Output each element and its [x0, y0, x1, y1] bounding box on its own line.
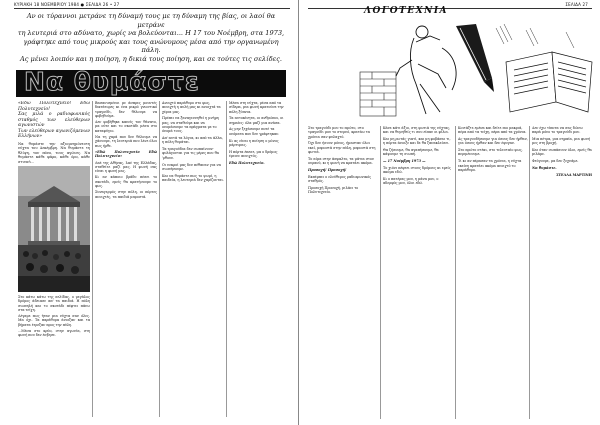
poem-stanza: Στο τραγούδι μου το πρώτο, στο τραγούδι μου το στερνό, κρατάω τα χρόνια σαν φυλαχτό.	[308, 126, 370, 139]
poem-stanza: Και όταν σωπάσουν όλοι, εμείς θα μιλάμε.	[532, 148, 592, 157]
poem-stanza: Μέσα στη νύχτα, μέσα από τα σίδερα, μια φωνή κρατούσε την πόλη ξύπνια.	[229, 101, 284, 114]
poem-stanza: Κοιτάξτε εμένα και δείτε πιο μακριά, πέρα από τα τείχη, πέρα από τα χρόνια.	[458, 126, 527, 135]
column-2	[95, 101, 157, 417]
poem-stanza: Κι ο πατέρας μου, η μάνα μου, ο αδερφός μου, όλοι εδώ.	[383, 177, 439, 186]
right-column-4	[532, 126, 592, 419]
column-divider	[92, 101, 93, 417]
poem-stanza: Οι νεκροί μας δεν πέθαναν για να σιωπήσουμε.	[162, 162, 221, 171]
headline-banner	[16, 70, 286, 97]
intro-paragraph	[16, 12, 286, 64]
folio-rule	[14, 8, 290, 9]
poem-closing-line: Εδώ Πολυτεχνείο.	[229, 160, 265, 165]
headline-line: Των ελεύθερων αγωνιζόμενων Ελλήνων»	[18, 128, 90, 139]
poem-heading: Προσοχή! Προσοχή!	[308, 167, 347, 172]
poem-stanza: Απ' αυτά τα λόγια, κι από τα άλλα, η πόλη θυμάται.	[162, 136, 223, 145]
column-paragraph: Συναγερμός στην πόλη, οι πόρτες ανοιχτές, τα παιδιά μπροστά.	[95, 190, 157, 199]
poem-closing-line: Να θυμάστε.	[532, 166, 557, 171]
poem-stanza: Στο πρώτο στέκι, στο τελευταίο φως, περιμένουμε.	[458, 148, 523, 157]
column-3	[162, 101, 224, 417]
banner-title: Να θυμάστε	[24, 70, 200, 96]
column-paragraph: Στο κάτω κάτω της σελίδας, ο μεγάλος δρόμος άδειασε απ' τα παιδιά. Η πόλη σιωπηλή και το σκοτάδι πέφτει πάνω στα τείχη.	[18, 295, 90, 312]
column-paragraph: Δεν φοβήθηκε κανείς τον θάνατο, μα ούτε και το σκοτάδι μέσα στο καταφύγιο.	[95, 120, 157, 133]
column-1-bottom	[18, 295, 90, 417]
poem-stanza: Η πόρτα έπεσε, μα ο δρόμος έμεινε ανοιχτός.	[229, 149, 278, 158]
column-paragraph: ...Μέσα στο κρύο, στην αγωνία, στη φωνή που δεν έσβησε.	[18, 329, 90, 338]
column-divider	[159, 101, 160, 417]
poem-stanza: Δεν έχω τίποτα να σας δώσω παρά μόνο το τραγούδι μου.	[532, 126, 583, 135]
column-text: Να θυμάστε την αξιομνημόνευτη νύχτα του Δεκέμβρη. Να θυμάστε τη θλίψη, τον πόνο, τους αγώνες. Να θυμάστε κάθε φάρο, κάθε όρο, κάθε στιγμή...	[18, 141, 90, 163]
column-divider	[455, 126, 456, 419]
column-paragraph: Βασανισμένοι με άσπρες μουντές δικτάτορες κι ένα μικρό γνωστικό τραγούδι, δεν θέλουμε να φοβηθούμε.	[95, 101, 157, 118]
page-folio: ΚΥΡΙΑΚΗ 18 ΝΟΕΜΒΡΙΟΥ 1984 ● ΣΕΛΙΔΑ 26 • 27	[14, 2, 120, 7]
poem-stanza: Όχι δεν ήσουν μόνος, ήμασταν όλοι εκεί, μπροστά στην πύλη, μπροστά στη φωτιά.	[308, 141, 376, 154]
poem-stanza: Το χιόνι πέφτει στους δρόμους κι εμείς ακόμα εδώ.	[383, 166, 451, 175]
column-heading: «Εδώ Πολυτεχνείο Εδώ Πολυτεχνείο»	[95, 149, 157, 159]
poem-stanza: Τα τραγούδια δεν σωπαίνουν· φυλάγονται για τις μέρες που θα 'ρθουν.	[162, 147, 219, 160]
intro-line: τη λευτεριά στο αδύνατο, χωρίς να βολεύονται... Η 17 του Νοέμβρη, στα 1973,	[17, 29, 285, 38]
column-divider	[380, 126, 381, 419]
poem-stanza: Κι ας είναι η ποίηση ο μόνος μάρτυρας.	[229, 138, 279, 147]
poem-stanza: Ας μην ξεχάσουμε ποτέ τα ονόματα που δεν γράφτηκαν.	[229, 127, 280, 136]
page-folio: ΣΕΛΙΔΑ 27	[565, 2, 588, 7]
poem-stanza: Θα ζήσουμε, θα αγαπήσουμε, θα κάψουμε τη σιωπή.	[383, 148, 439, 157]
poem-date-line: — 17 Νοέμβρη 1973 —	[383, 159, 426, 164]
photo-illustration	[18, 166, 90, 292]
section-title: ΛΟΓΟΤΕΧΝΙΑ	[364, 6, 449, 16]
folio-rule	[308, 8, 592, 9]
literature-illustration	[356, 18, 596, 121]
right-column-3	[458, 126, 528, 419]
column-divider	[226, 101, 227, 417]
poem-stanza: Και μη ρωτάς γιατί, και μη φοβάσαι τι, η πόρτα άνοιξε και δε θα ξανακλείσει.	[383, 137, 451, 146]
headline-line: «Εδώ Πολυτεχνείο! Εδώ Πολυτεχνείο!	[18, 101, 90, 112]
poem-stanza: Ανοιχτό παράθυρο στο φως, ανοιχτή η αυλή μας κι ανοιχτά τα χέρια μας.	[162, 101, 221, 114]
right-column-1	[308, 126, 378, 419]
poem-stanza: Πρέπει να ξαναγεννηθεί η μνήμη μας, να σταθούμε και να ονομάσουμε τα πράγματα με το όνομά τους.	[162, 116, 219, 134]
poem-stanza: Ας τραγουδήσουμε για όσους δεν ήρθαν, για όσους ήρθαν και δεν έφυγαν.	[458, 137, 528, 146]
poem-stanza: Το αίμα στην άσφαλτο, τα μάτια στον ουρανό, κι η φωνή να κρατάει ακόμα.	[308, 156, 375, 166]
poem-stanza: Και να θυμάστε πως το ψωμί, η παιδεία, η λευτεριά δεν χαρίζονται.	[162, 173, 224, 182]
intro-line: γράφτηκε από τους μικρούς και τους ανώνυμους μέσα από την οργανωμένη πάλη.	[23, 37, 279, 55]
column-paragraph: Κι αν κάποιο βράδυ πέσει το σκοτάδι, εμείς θα κρατήσουμε το φως.	[95, 175, 157, 189]
column-divider	[529, 126, 530, 419]
intro-line: Ας μένει λοιπόν και η ποίηση, η δικιά τους ποίηση, και σε τούτες τις σελίδες.	[19, 54, 282, 63]
column-4	[229, 101, 287, 417]
poem-stanza: Κάνε κάτι άξιο, στη φωτιά της νύχτας, και να θυμηθείς τι σου είπαν οι φίλοι.	[383, 126, 451, 135]
right-column-2	[383, 126, 453, 419]
intro-line: Αν οι τύραννοι μετράνε τη δύναμή τους με τη δύναμη της βίας, οι λαοί θα μετράνε	[26, 12, 276, 29]
book-drawing	[506, 52, 592, 112]
poem-stanza: Τι κι αν πέρασαν τα χρόνια, η νύχτα εκείνη κρατάει ακόμα ανοιχτό το παράθυρο.	[458, 159, 522, 172]
column-paragraph: Να τη χαρά που δεν θέλουμε να χάσουμε, τη λευτεριά που λένε όλοι πως ήρθε.	[95, 135, 157, 148]
poem-stanza: Μια πέτρα, μια σημαία, μια φωνή μες στη βροχή.	[532, 137, 591, 146]
column-paragraph: Λαέ της Αθήνας, λαέ της Ελλάδας, σταθείτε μαζί μας. Η φωνή σας είναι η φωνή μας.	[95, 160, 157, 174]
poem-stanza: Προσοχή Προσοχή, μιλάει το Πολυτεχνείο.	[308, 185, 359, 195]
radio-headline	[18, 101, 90, 140]
author-signature: ΣΤΕΛΛΑ ΜΑΡΤΙΝΗ	[556, 172, 592, 177]
polytechnic-photo	[18, 166, 90, 292]
poem-stanza: Φεύγουμε, μα δεν ξεχνάμε.	[532, 159, 579, 164]
poem-stanza: Τα αυτοκίνητα, οι ανθρώποι, οι σημαίες: όλα μαζί μια ανάσα.	[229, 116, 284, 125]
headline-line: Σας μιλά ο ραδιοφωνικός σταθμός των ελεύθερων αγωνιστών	[18, 112, 90, 128]
left-page	[0, 0, 299, 425]
column-1-top	[18, 101, 90, 163]
column-paragraph: Λέγαμε πως ήταν μια νύχτα σαν όλες. Μα όχι. Τα παράθυρα άνοιξαν και τα βήματα έτρεξαν προς την πύλη.	[18, 314, 90, 327]
poem-stanza: Εκπέμπει ο ελεύθερος ραδιοφωνικός σταθμός.	[308, 174, 372, 183]
